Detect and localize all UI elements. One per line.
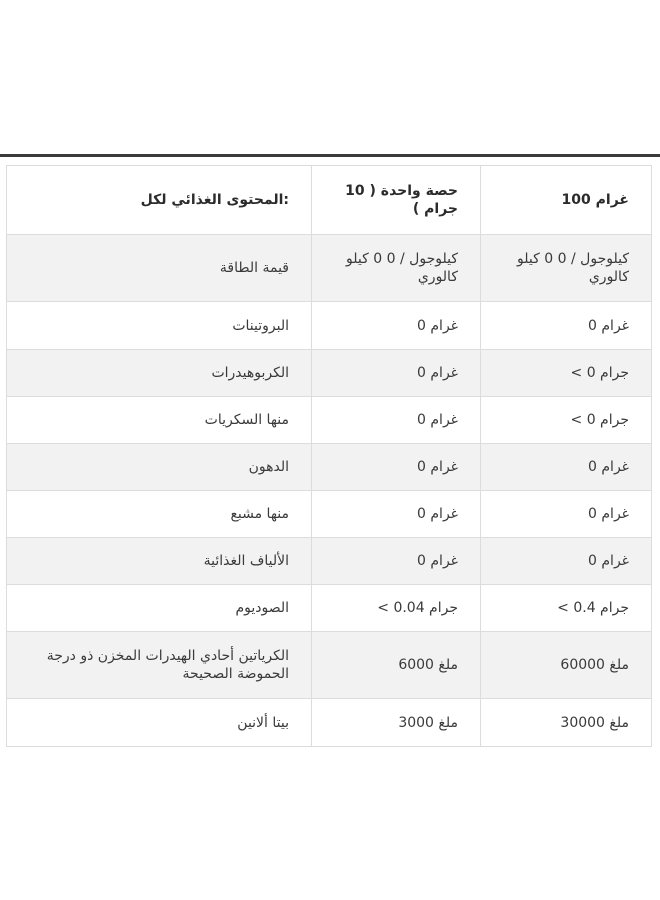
- cell-per-100g: جرام 0 >: [481, 397, 652, 444]
- table-row: [7, 302, 652, 350]
- cell-nutrient-name: البروتينات: [7, 302, 312, 350]
- cell-nutrient-name: الكربوهيدرات: [7, 350, 312, 397]
- table-row: [7, 444, 652, 491]
- table-row: [7, 350, 652, 397]
- table-row: [7, 632, 652, 699]
- cell-per-serving: غرام 0: [312, 397, 481, 444]
- cell-per-100g: غرام 0: [481, 444, 652, 491]
- cell-per-100g: غرام 0: [481, 491, 652, 538]
- cell-per-serving: غرام 0: [312, 538, 481, 585]
- cell-nutrient-name: الدهون: [7, 444, 312, 491]
- cell-nutrient-name: قيمة الطاقة: [7, 235, 312, 302]
- cell-per-serving: جرام 0.04 >: [312, 585, 481, 632]
- table-row: [7, 491, 652, 538]
- cell-per-100g: جرام 0 >: [481, 350, 652, 397]
- cell-per-100g: ملغ 60000: [481, 632, 652, 699]
- cell-nutrient-name: الألياف الغذائية: [7, 538, 312, 585]
- table-row: [7, 397, 652, 444]
- cell-per-100g: جرام 0.4 >: [481, 585, 652, 632]
- cell-nutrient-name: منها مشبع: [7, 491, 312, 538]
- cell-per-100g: غرام 0: [481, 538, 652, 585]
- table-header-row: [7, 166, 652, 235]
- top-divider-line: [0, 154, 660, 157]
- cell-nutrient-name: بيتا ألانين: [7, 699, 312, 747]
- cell-per-serving: غرام 0: [312, 444, 481, 491]
- cell-nutrient-name: الصوديوم: [7, 585, 312, 632]
- header-content-label: :المحتوى الغذائي لكل: [7, 166, 312, 235]
- table-row: [7, 235, 652, 302]
- table-row: [7, 538, 652, 585]
- header-per-100g: غرام 100: [481, 166, 652, 235]
- header-per-serving: حصة واحدة ( 10 جرام ): [312, 166, 481, 235]
- cell-nutrient-name: منها السكريات: [7, 397, 312, 444]
- cell-per-serving: ملغ 6000: [312, 632, 481, 699]
- table-row: [7, 585, 652, 632]
- cell-per-serving: غرام 0: [312, 302, 481, 350]
- cell-per-serving: غرام 0: [312, 491, 481, 538]
- cell-nutrient-name: الكرياتين أحادي الهيدرات المخزن ذو درجة الحموضة الصحيحة: [7, 632, 312, 699]
- cell-per-serving: كيلوجول / 0 0 كيلو كالوري: [312, 235, 481, 302]
- nutrition-facts-table: [6, 165, 652, 747]
- cell-per-100g: ملغ 30000: [481, 699, 652, 747]
- cell-per-100g: غرام 0: [481, 302, 652, 350]
- cell-per-100g: كيلوجول / 0 0 كيلو كالوري: [481, 235, 652, 302]
- table-row: [7, 699, 652, 747]
- cell-per-serving: غرام 0: [312, 350, 481, 397]
- cell-per-serving: ملغ 3000: [312, 699, 481, 747]
